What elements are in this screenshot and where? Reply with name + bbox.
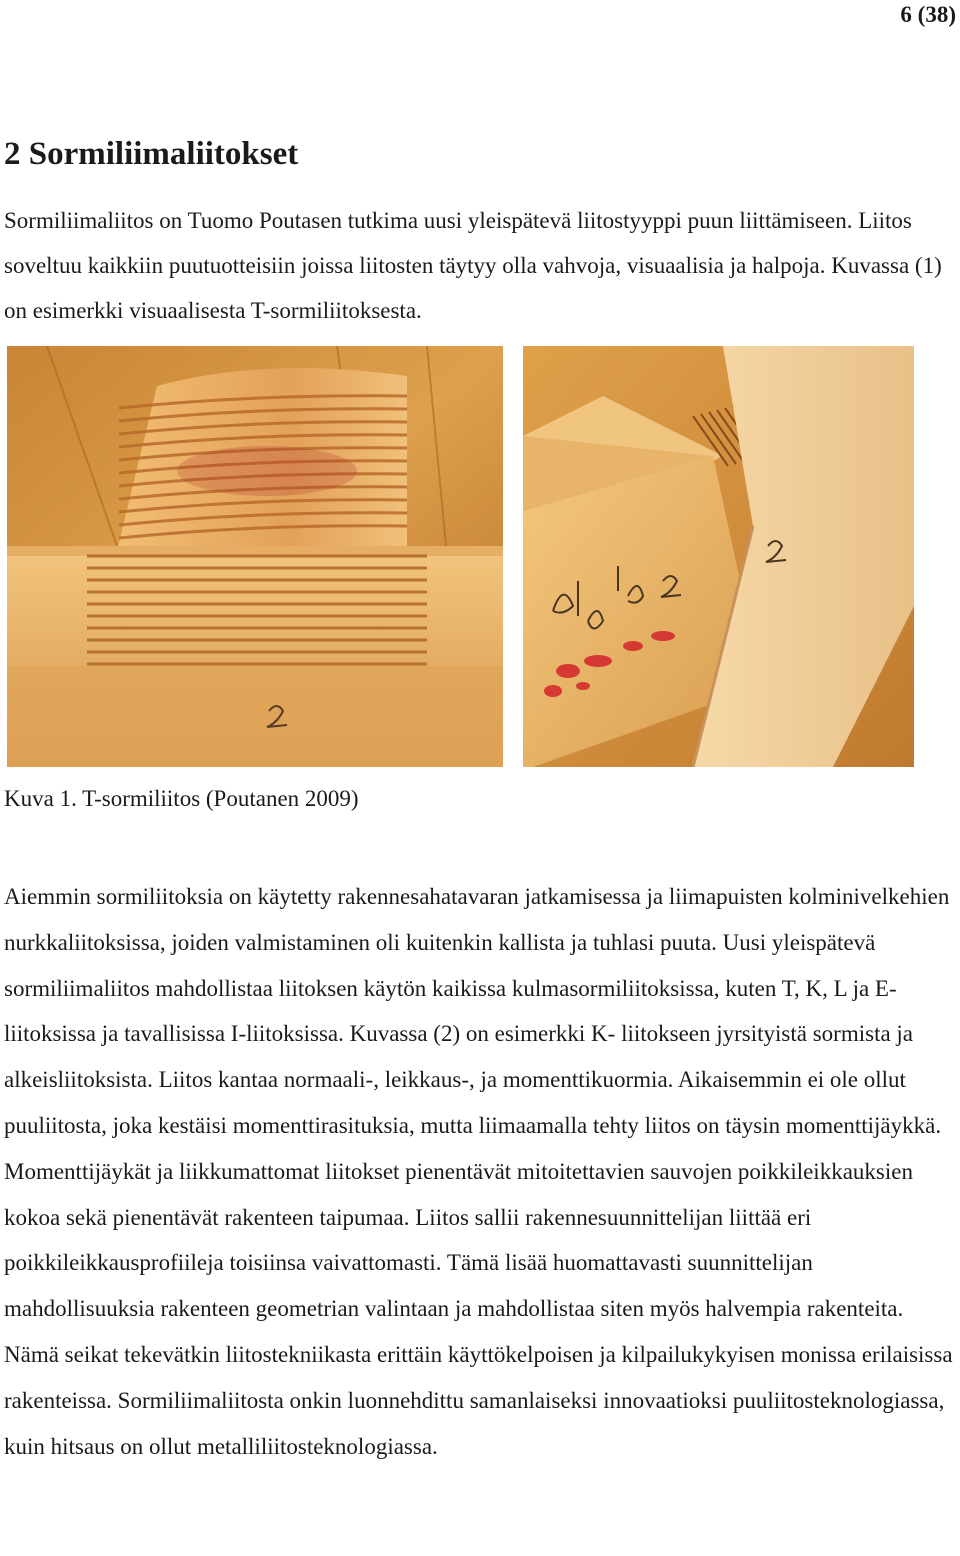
figure-caption: Kuva 1. T-sormiliitos (Poutanen 2009) <box>4 786 359 811</box>
section-heading: 2 Sormiliimaliitokset <box>4 136 299 172</box>
body-paragraph: Aiemmin sormiliitoksia on käytetty rakennesahatavaran jatkamisessa ja liimapuisten kolminivelkehien nurkkaliitoksissa, joiden valmistaminen oli kuitenkin kallista ja tuhlasi puuta. Uusi yleispätevä sormiliimaliitos mahdollistaa liitoksen käytön kaikissa kulmasormiliitoksissa, kuten T, K, L ja E-liitoksissa ja tavallisissa I-liitoksissa. Kuvassa (2) on esimerkki K- liitokseen jyrsityistä sormista ja alkeisliitoksista. Liitos kantaa normaali-, leikkaus-, ja momenttikuormia. Aikaisemmin ei ole ollut puuliitosta, joka kestäisi momenttirasituksia, mutta liimaamalla tehty liitos on täysin momenttijäykkä. Momenttijäykät ja liikkumattomat liitokset pienentävät mitoitettavien sauvojen poikkileikkauksien kokoa sekä pienentävät rakenteen taipumaa. Liitos sallii rakennesuunnittelijan liittää eri poikkileikkausprofiileja toisiinsa vaivattomasti. Tämä lisää huomattavasti suunnittelijan mahdollisuuksia rakenteen geometrian valintaan ja mahdollistaa siten myös halvempia rakenteita. Nämä seikat tekevätkin liitostekniikasta erittäin käyttökelpoisen ja kilpailukykyisen monissa erilaisissa rakenteissa. Sormiliimaliitosta onkin luonnehdittu samanlaiseksi innovaatioksi puuliitosteknologiassa, kuin hitsaus on ollut metalliliitosteknologiassa. <box>4 884 953 1459</box>
finger-joint-pieces-photo <box>7 346 503 767</box>
intro-paragraph: Sormiliimaliitos on Tuomo Poutasen tutkima uusi yleispätevä liitostyyppi puun liittämiseen. Liitos soveltuu kaikkiin puutuotteisiin joissa liitosten täytyy olla vahvoja, visuaalisia ja halpoja. Kuvassa (1) on esimerkki visuaalisesta T-sormiliitoksesta. <box>4 208 942 323</box>
page-number: 6 (38) <box>900 2 956 27</box>
t-finger-joint-assembled-photo <box>523 346 914 767</box>
